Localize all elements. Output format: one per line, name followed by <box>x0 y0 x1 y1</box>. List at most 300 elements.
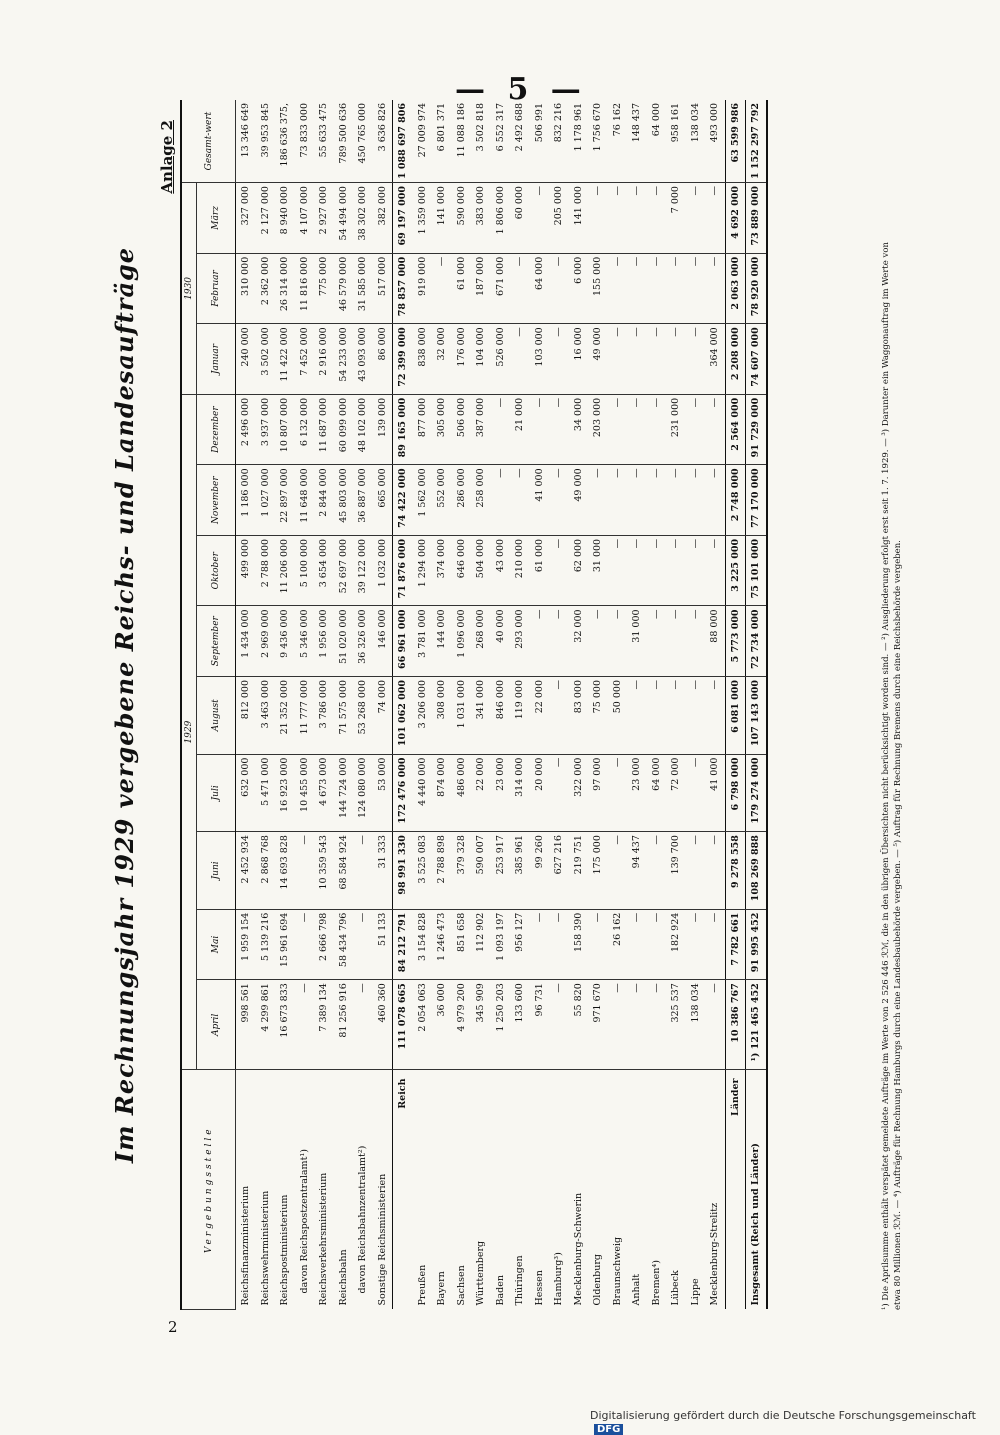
table-row <box>334 100 354 1310</box>
table-row <box>353 100 373 1310</box>
cell-value: 40 000 <box>491 606 511 677</box>
cell-value: — <box>686 465 706 536</box>
cell-value: 11 777 000 <box>295 677 315 755</box>
cell-value: 387 000 <box>471 394 491 465</box>
cell-value: 83 000 <box>569 677 589 755</box>
cell-value: — <box>647 980 667 1070</box>
table-row <box>373 100 393 1310</box>
cell-value: — <box>608 832 628 910</box>
cell-value: 1 294 000 <box>413 535 433 606</box>
cell-value: 43 093 000 <box>353 324 373 395</box>
cell-value: 63 599 986 <box>725 100 746 183</box>
cell-value: 31 585 000 <box>353 253 373 324</box>
cell-value: 77 170 000 <box>746 465 767 536</box>
cell-value: — <box>686 909 706 980</box>
cell-value: 4 673 000 <box>314 754 334 832</box>
cell-value: 9 278 558 <box>725 832 746 910</box>
cell-value: 139 000 <box>373 394 393 465</box>
header-month: April <box>197 980 236 1070</box>
cell-value: — <box>588 465 608 536</box>
cell-value: 4 299 861 <box>256 980 276 1070</box>
cell-value: 3 786 000 <box>314 677 334 755</box>
cell-value: 1 031 000 <box>452 677 472 755</box>
cell-value: 874 000 <box>432 754 452 832</box>
cell-value: — <box>705 253 725 324</box>
cell-value: 11 687 000 <box>314 394 334 465</box>
row-label: Reichsfinanzministerium <box>240 1185 252 1306</box>
cell-value: 27 009 974 <box>413 100 433 183</box>
cell-value: 253 917 <box>491 832 511 910</box>
cell-value: 838 000 <box>413 324 433 395</box>
cell-value: — <box>647 324 667 395</box>
cell-value: — <box>647 465 667 536</box>
cell-value: 10 455 000 <box>295 754 315 832</box>
cell-value: 2 844 000 <box>314 465 334 536</box>
cell-value: 78 920 000 <box>746 253 767 324</box>
header-month: August <box>197 677 236 755</box>
cell-value: 43 000 <box>491 535 511 606</box>
cell-value: — <box>705 183 725 254</box>
header-month: Juni <box>197 832 236 910</box>
cell-value: 11 422 000 <box>275 324 295 395</box>
cell-value: 310 000 <box>236 253 256 324</box>
cell-value: — <box>549 253 569 324</box>
cell-value: 144 724 000 <box>334 754 354 832</box>
cell-value: 1 806 000 <box>491 183 511 254</box>
cell-value: 499 000 <box>236 535 256 606</box>
cell-value: 111 078 665 <box>393 980 413 1070</box>
cell-value: 68 584 924 <box>334 832 354 910</box>
footnote-line-1: ¹) Die Aprilsumme enthält verspätet gemeldete Aufträge im Werte von 2 526 446 ℛℳ, die in den übrigen Übersichten nicht berücksichtigt worden sind. — ²) Ausgliederung erfolgt erst seit 1. 7. 1929. — ³) Darunter ein Waggonauftrag im Werte von <box>881 242 891 1310</box>
cell-value: 1 152 297 792 <box>746 100 767 183</box>
cell-value: 877 000 <box>413 394 433 465</box>
cell-value: 2 927 000 <box>314 183 334 254</box>
table-row <box>452 100 472 1310</box>
cell-value: 16 000 <box>569 324 589 395</box>
cell-value: — <box>705 677 725 755</box>
cell-value: 41 000 <box>705 754 725 832</box>
footer-credit <box>590 1409 1000 1435</box>
cell-value: 141 000 <box>569 183 589 254</box>
table-row <box>314 100 334 1310</box>
cell-value: 210 000 <box>510 535 530 606</box>
cell-value: 52 697 000 <box>334 535 354 606</box>
row-label: Bremen⁴) <box>650 1260 662 1306</box>
cell-value: 203 000 <box>588 394 608 465</box>
cell-value: 21 000 <box>510 394 530 465</box>
row-label: Lippe <box>689 1278 701 1306</box>
cell-value: ¹) 121 465 452 <box>746 980 767 1070</box>
cell-value: 74 607 000 <box>746 324 767 395</box>
cell-value: 450 765 000 <box>353 100 373 183</box>
cell-value: 2 362 000 <box>256 253 276 324</box>
cell-value: 74 422 000 <box>393 465 413 536</box>
cell-value: 812 000 <box>236 677 256 755</box>
row-label: davon Reichsbahnzentralamt²) <box>357 1145 369 1294</box>
cell-value: 506 991 <box>530 100 550 183</box>
cell-value: — <box>432 253 452 324</box>
cell-value: 314 000 <box>510 754 530 832</box>
cell-value: 4 979 200 <box>452 980 472 1070</box>
cell-value: 91 729 000 <box>746 394 767 465</box>
cell-value: 1 434 000 <box>236 606 256 677</box>
row-label: Oldenburg <box>592 1254 604 1306</box>
cell-value: — <box>588 606 608 677</box>
row-label: Hamburg³) <box>553 1252 565 1306</box>
table-row <box>588 100 608 1310</box>
cell-value: — <box>627 909 647 980</box>
cell-value: — <box>705 980 725 1070</box>
cell-value: — <box>608 606 628 677</box>
cell-value: — <box>510 253 530 324</box>
cell-value: 141 000 <box>432 183 452 254</box>
anlage-label: Anlage 2 <box>158 120 176 194</box>
cell-value: 2 868 768 <box>256 832 276 910</box>
table-row <box>236 100 256 1310</box>
table-row <box>627 100 647 1310</box>
cell-value: 7 452 000 <box>295 324 315 395</box>
cell-value: 775 000 <box>314 253 334 324</box>
cell-value: 112 902 <box>471 909 491 980</box>
cell-value: 205 000 <box>549 183 569 254</box>
cell-value: 14 693 828 <box>275 832 295 910</box>
cell-value: 327 000 <box>236 183 256 254</box>
cell-value: 5 471 000 <box>256 754 276 832</box>
bottom-page-number: 2 <box>168 1318 178 1336</box>
cell-value: 268 000 <box>471 606 491 677</box>
cell-value: — <box>705 394 725 465</box>
cell-value: — <box>491 465 511 536</box>
header-month: Januar <box>197 324 236 395</box>
cell-value: — <box>608 754 628 832</box>
cell-value: 22 000 <box>471 754 491 832</box>
cell-value: — <box>686 394 706 465</box>
cell-value: 84 212 791 <box>393 909 413 980</box>
cell-value: 78 857 000 <box>393 253 413 324</box>
cell-value: 3 154 828 <box>413 909 433 980</box>
header-month: November <box>197 465 236 536</box>
cell-value: 182 924 <box>666 909 686 980</box>
cell-value: 971 670 <box>588 980 608 1070</box>
cell-value: — <box>549 324 569 395</box>
cell-value: 2 127 000 <box>256 183 276 254</box>
row-label: Reichspostministerium <box>279 1194 291 1306</box>
cell-value: 31 000 <box>627 606 647 677</box>
cell-value: 175 000 <box>588 832 608 910</box>
cell-value: 1 956 000 <box>314 606 334 677</box>
cell-value: 2 564 000 <box>725 394 746 465</box>
cell-value: 1 959 154 <box>236 909 256 980</box>
cell-value: — <box>608 465 628 536</box>
cell-value: 58 434 796 <box>334 909 354 980</box>
cell-value: 3 654 000 <box>314 535 334 606</box>
cell-value: 104 000 <box>471 324 491 395</box>
cell-value: 6 552 317 <box>491 100 511 183</box>
cell-value: 36 326 000 <box>353 606 373 677</box>
cell-value: 10 807 000 <box>275 394 295 465</box>
cell-value: 832 216 <box>549 100 569 183</box>
cell-value: 305 000 <box>432 394 452 465</box>
cell-value: 11 816 000 <box>295 253 315 324</box>
table-row <box>510 100 530 1310</box>
cell-value: 146 000 <box>373 606 393 677</box>
cell-value: 646 000 <box>452 535 472 606</box>
cell-value: 1 186 000 <box>236 465 256 536</box>
cell-value: 1 756 670 <box>588 100 608 183</box>
cell-value: 45 803 000 <box>334 465 354 536</box>
cell-value: 293 000 <box>510 606 530 677</box>
cell-value: 8 940 000 <box>275 183 295 254</box>
header-month: Dezember <box>197 394 236 465</box>
cell-value: — <box>647 677 667 755</box>
cell-value: 32 000 <box>569 606 589 677</box>
table-row <box>471 100 491 1310</box>
cell-value: 846 000 <box>491 677 511 755</box>
cell-value: 23 000 <box>491 754 511 832</box>
cell-value: 374 000 <box>432 535 452 606</box>
footer-credit-text: Digitalisierung gefördert durch die Deutsche Forschungsgemeinschaft <box>590 1409 976 1422</box>
cell-value: 460 360 <box>373 980 393 1070</box>
cell-value: 1 250 203 <box>491 980 511 1070</box>
cell-value: 5 346 000 <box>295 606 315 677</box>
cell-value: 345 909 <box>471 980 491 1070</box>
cell-value: 148 437 <box>627 100 647 183</box>
cell-value: 36 000 <box>432 980 452 1070</box>
cell-value: 61 000 <box>452 253 472 324</box>
cell-value: 179 274 000 <box>746 754 767 832</box>
cell-value: 119 000 <box>510 677 530 755</box>
cell-value: 73 833 000 <box>295 100 315 183</box>
cell-value: — <box>588 909 608 980</box>
table-row <box>608 100 628 1310</box>
cell-value: — <box>608 324 628 395</box>
row-label: Preußen <box>416 1264 428 1306</box>
cell-value: 97 000 <box>588 754 608 832</box>
cell-value: 3 636 826 <box>373 100 393 183</box>
cell-value: — <box>686 754 706 832</box>
cell-value: 88 000 <box>705 606 725 677</box>
cell-value: 506 000 <box>452 394 472 465</box>
cell-value: 240 000 <box>236 324 256 395</box>
cell-value: 31 333 <box>373 832 393 910</box>
table-row <box>746 100 767 1310</box>
cell-value: 10 386 767 <box>725 980 746 1070</box>
cell-value: — <box>491 394 511 465</box>
table-row <box>256 100 276 1310</box>
cell-value: 72 000 <box>666 754 686 832</box>
cell-value: 2 496 000 <box>236 394 256 465</box>
cell-value: 231 000 <box>666 394 686 465</box>
row-label: Hessen <box>533 1270 545 1306</box>
cell-value: 7 389 134 <box>314 980 334 1070</box>
cell-value: — <box>686 606 706 677</box>
cell-value: — <box>549 980 569 1070</box>
cell-value: — <box>647 832 667 910</box>
table-row <box>393 100 413 1310</box>
cell-value: 2 492 688 <box>510 100 530 183</box>
cell-value: 6 000 <box>569 253 589 324</box>
cell-value: — <box>353 980 373 1070</box>
cell-value: — <box>588 183 608 254</box>
cell-value: 75 000 <box>588 677 608 755</box>
row-label: Mecklenburg-Schwerin <box>572 1192 584 1306</box>
row-label: Reichsbahn <box>337 1249 349 1306</box>
cell-value: 54 233 000 <box>334 324 354 395</box>
cell-value: 526 000 <box>491 324 511 395</box>
cell-value: 3 781 000 <box>413 606 433 677</box>
cell-value: — <box>608 253 628 324</box>
cell-value: 73 889 000 <box>746 183 767 254</box>
cell-value: 671 000 <box>491 253 511 324</box>
table-row <box>491 100 511 1310</box>
cell-value: — <box>627 394 647 465</box>
cell-value: 1 246 473 <box>432 909 452 980</box>
cell-value: — <box>666 465 686 536</box>
cell-value: — <box>666 535 686 606</box>
cell-value: — <box>549 909 569 980</box>
cell-value: 51 133 <box>373 909 393 980</box>
cell-value: 172 476 000 <box>393 754 413 832</box>
header-year-1930: 1930 <box>181 183 197 395</box>
cell-value: 39 953 845 <box>256 100 276 183</box>
cell-value: 187 000 <box>471 253 491 324</box>
cell-value: 21 352 000 <box>275 677 295 755</box>
cell-value: — <box>530 606 550 677</box>
cell-value: 2 208 000 <box>725 324 746 395</box>
cell-value: 91 995 452 <box>746 909 767 980</box>
cell-value: — <box>627 183 647 254</box>
row-label: Reichsverkehrsministerium <box>318 1172 330 1306</box>
cell-value: 15 961 694 <box>275 909 295 980</box>
cell-value: 53 268 000 <box>353 677 373 755</box>
table-row <box>275 100 295 1310</box>
cell-value: — <box>295 909 315 980</box>
cell-value: 48 102 000 <box>353 394 373 465</box>
cell-value: 103 000 <box>530 324 550 395</box>
row-label: Reichswehrministerium <box>259 1190 271 1306</box>
cell-value: 2 788 898 <box>432 832 452 910</box>
cell-value: 108 269 888 <box>746 832 767 910</box>
cell-value: 51 020 000 <box>334 606 354 677</box>
cell-value: — <box>705 909 725 980</box>
cell-value: 46 579 000 <box>334 253 354 324</box>
cell-value: 155 000 <box>588 253 608 324</box>
cell-value: 4 692 000 <box>725 183 746 254</box>
cell-value: 325 537 <box>666 980 686 1070</box>
cell-value: 55 633 475 <box>314 100 334 183</box>
cell-value: 385 961 <box>510 832 530 910</box>
cell-value: — <box>666 253 686 324</box>
cell-value: — <box>686 677 706 755</box>
page-number: — 5 — <box>455 72 587 107</box>
cell-value: 22 897 000 <box>275 465 295 536</box>
cell-value: — <box>549 677 569 755</box>
cell-value: — <box>666 324 686 395</box>
cell-value: 62 000 <box>569 535 589 606</box>
table-row <box>569 100 589 1310</box>
cell-value: 64 000 <box>647 100 667 183</box>
cell-value: 958 161 <box>666 100 686 183</box>
cell-value: 3 525 083 <box>413 832 433 910</box>
cell-value: 39 122 000 <box>353 535 373 606</box>
cell-value: 219 751 <box>569 832 589 910</box>
cell-value: 26 162 <box>608 909 628 980</box>
cell-value: — <box>549 754 569 832</box>
row-label: Sachsen <box>455 1265 467 1306</box>
cell-value: 3 502 818 <box>471 100 491 183</box>
table-row <box>549 100 569 1310</box>
cell-value: — <box>686 324 706 395</box>
cell-value: 2 748 000 <box>725 465 746 536</box>
cell-value: — <box>295 832 315 910</box>
row-label: Bayern <box>436 1271 448 1306</box>
cell-value: 41 000 <box>530 465 550 536</box>
header-month: Februar <box>197 253 236 324</box>
header-vergabestelle: Vergebungsstelle <box>181 1070 236 1310</box>
cell-value: 2 969 000 <box>256 606 276 677</box>
row-label: Reich <box>393 1070 413 1310</box>
table-row <box>295 100 315 1310</box>
cell-value: — <box>549 606 569 677</box>
cell-value: 2 063 000 <box>725 253 746 324</box>
cell-value: 627 216 <box>549 832 569 910</box>
cell-value: 86 000 <box>373 324 393 395</box>
table-row <box>666 100 686 1310</box>
cell-value: — <box>666 606 686 677</box>
cell-value: 1 096 000 <box>452 606 472 677</box>
cell-value: 61 000 <box>530 535 550 606</box>
cell-value: — <box>549 465 569 536</box>
cell-value: — <box>530 394 550 465</box>
cell-value: 382 000 <box>373 183 393 254</box>
cell-value: 1 178 961 <box>569 100 589 183</box>
cell-value: 49 000 <box>569 465 589 536</box>
cell-value: 1 088 697 806 <box>393 100 413 183</box>
cell-value: 364 000 <box>705 324 725 395</box>
cell-value: 1 093 197 <box>491 909 511 980</box>
cell-value: 258 000 <box>471 465 491 536</box>
cell-value: 66 961 000 <box>393 606 413 677</box>
cell-value: 34 000 <box>569 394 589 465</box>
cell-value: — <box>549 535 569 606</box>
cell-value: 3 937 000 <box>256 394 276 465</box>
cell-value: 72 734 000 <box>746 606 767 677</box>
cell-value: 49 000 <box>588 324 608 395</box>
cell-value: 89 165 000 <box>393 394 413 465</box>
cell-value: 7 782 661 <box>725 909 746 980</box>
cell-value: — <box>705 832 725 910</box>
cell-value: 3 206 000 <box>413 677 433 755</box>
cell-value: 665 000 <box>373 465 393 536</box>
table-row <box>647 100 667 1310</box>
cell-value: — <box>608 535 628 606</box>
cell-value: 6 081 000 <box>725 677 746 755</box>
table-row <box>530 100 550 1310</box>
cell-value: 504 000 <box>471 535 491 606</box>
table-row <box>413 100 433 1310</box>
header-year-1929: 1929 <box>181 394 197 1070</box>
cell-value: 158 390 <box>569 909 589 980</box>
cell-value: — <box>608 183 628 254</box>
cell-value: 76 162 <box>608 100 628 183</box>
footnotes <box>880 100 904 1310</box>
row-label: Braunschweig <box>611 1236 623 1306</box>
row-label: davon Reichspostzentralamt¹) <box>298 1149 310 1294</box>
row-label: Anhalt <box>631 1273 643 1306</box>
cell-value: 32 000 <box>432 324 452 395</box>
cell-value: 139 700 <box>666 832 686 910</box>
table-row <box>725 100 746 1310</box>
